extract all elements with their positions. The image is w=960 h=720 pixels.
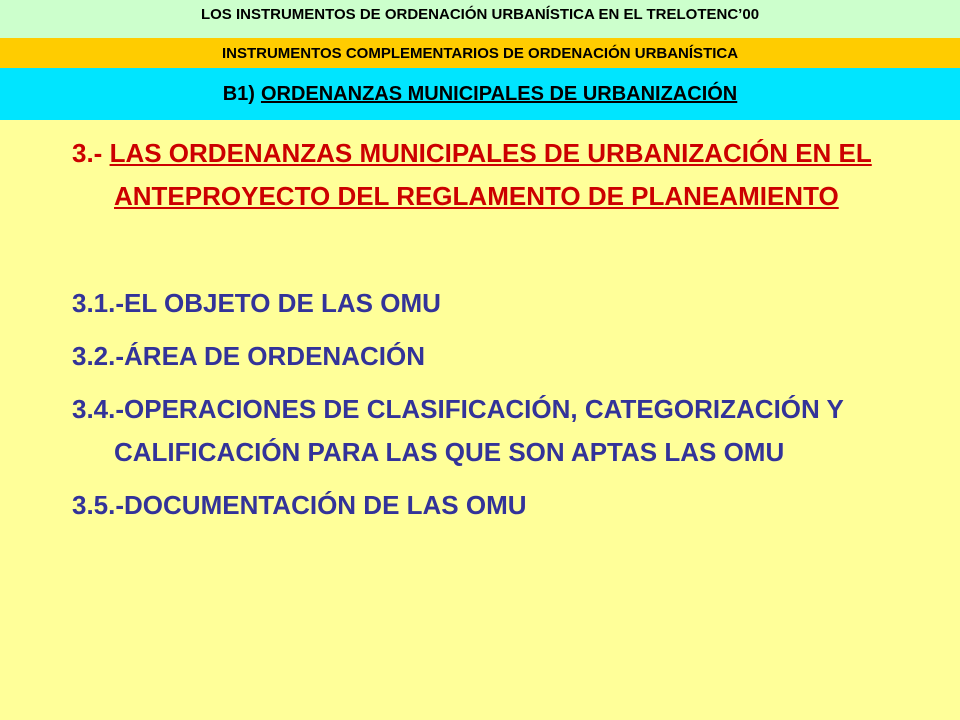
slide-title: ORDENANZAS MUNICIPALES DE URBANIZACIÓN bbox=[260, 82, 738, 105]
spacer bbox=[72, 218, 932, 282]
list-item-documentacion: 3.5.-DOCUMENTACIÓN DE LAS OMU bbox=[72, 490, 527, 520]
slide-title-prefix: B1) bbox=[222, 82, 255, 105]
list-item-objeto: 3.1.-EL OBJETO DE LAS OMU bbox=[72, 288, 441, 318]
chapter-title: INSTRUMENTOS COMPLEMENTARIOS DE ORDENACIÓN URBANÍSTICA bbox=[221, 44, 739, 62]
section-number: 3.- bbox=[72, 138, 103, 168]
list-item-area: 3.2.-ÁREA DE ORDENACIÓN bbox=[72, 341, 425, 371]
chapter-title-band bbox=[0, 38, 960, 68]
list-item-operaciones: 3.4.-OPERACIONES DE CLASIFICACIÓN, CATEGORIZACIÓN Y CALIFICACIÓN PARA LAS QUE SON APTAS LAS OMU bbox=[72, 394, 844, 467]
presentation-title-band bbox=[0, 0, 960, 38]
slide-body bbox=[72, 132, 932, 527]
section-title: LAS ORDENANZAS MUNICIPALES DE URBANIZACIÓN EN EL ANTEPROYECTO DEL REGLAMENTO DE PLANEAMIENTO bbox=[109, 138, 872, 211]
presentation-title: LOS INSTRUMENTOS DE ORDENACIÓN URBANÍSTICA EN EL TRELOTENC’00 bbox=[200, 6, 760, 23]
slide-title-band bbox=[0, 68, 960, 120]
section-heading bbox=[72, 132, 932, 218]
